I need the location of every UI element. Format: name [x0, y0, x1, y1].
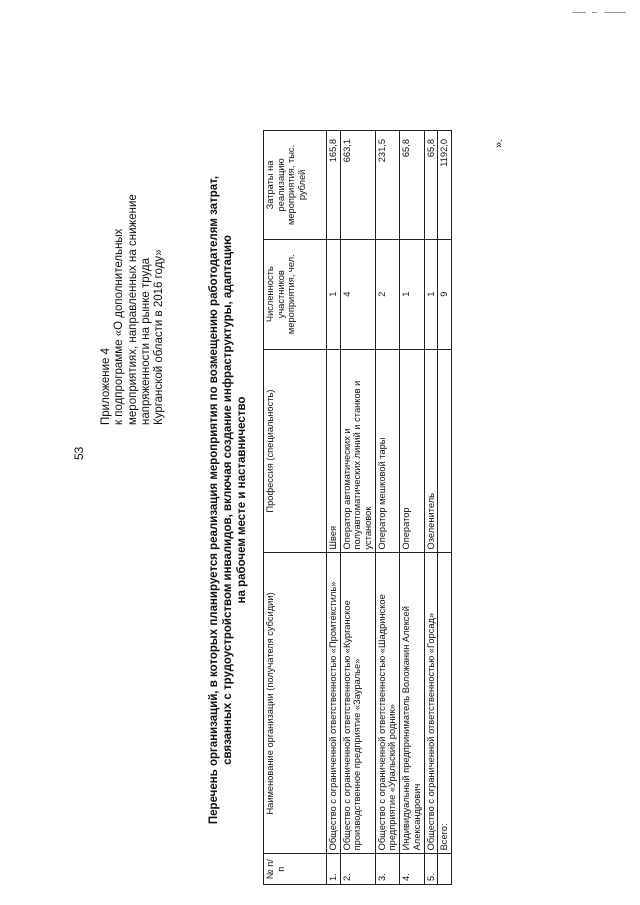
total-cost: 1192,0: [438, 131, 452, 240]
closing-quote-mark: ».: [493, 138, 505, 148]
appendix-line: Приложение 4: [100, 347, 112, 425]
table-row: [327, 131, 341, 885]
row-cost: 65,8: [400, 131, 424, 240]
row-profession: Швея: [327, 349, 341, 553]
appendix-block: [100, 125, 167, 425]
total-label: Всего:: [438, 553, 452, 854]
row-cost: 65,8: [424, 131, 438, 240]
appendix-line: напряженности на рынке труда: [139, 257, 152, 425]
row-participants: 1: [327, 239, 341, 349]
row-num: 1.: [327, 854, 341, 885]
row-organization: Общество с ограниченной ответственностью «Шадринское предприятие «Уральский родник»: [375, 553, 399, 854]
header-cost: Затраты на реализацию мероприятия, тыс. рублей: [264, 131, 327, 240]
row-participants: 2: [375, 239, 399, 349]
scan-artifact-line: [604, 12, 626, 13]
scan-artifact-line: [592, 12, 597, 13]
row-cost: 663,1: [340, 131, 375, 240]
row-participants: 1: [424, 239, 438, 349]
rotated-page-content: [60, 100, 600, 900]
page-number: 53: [72, 446, 86, 460]
table-row: [340, 131, 375, 885]
row-profession: Оператор: [400, 349, 424, 553]
title-line: Перечень организаций, в которых планируется реализация мероприятия по возмещению работодателям затрат,: [208, 175, 220, 825]
subsidy-table: [263, 130, 452, 885]
table-row: [424, 131, 438, 885]
table-row: [375, 131, 399, 885]
total-participants: 9: [438, 239, 452, 349]
row-profession: Оператор мешковой тары: [375, 349, 399, 553]
table-header-row: [264, 131, 327, 885]
total-profession-cell: [438, 349, 452, 553]
row-organization: Общество с ограниченной ответственностью «Горсад»: [424, 553, 438, 854]
row-organization: Индивидуальный предприниматель Воложанин Алексей Александрович: [400, 553, 424, 854]
appendix-line: мероприятиях, направленных на снижение: [126, 194, 139, 425]
row-organization: Общество с ограниченной ответственностью «Промтекстиль»: [327, 553, 341, 854]
table-row: [400, 131, 424, 885]
scan-artifact-line: [572, 12, 586, 13]
header-organization: Наименование организации (получателя субсидии): [264, 553, 327, 854]
row-num: 2.: [340, 854, 375, 885]
header-num: № п/п: [264, 854, 327, 885]
title-line: на рабочем месте и наставничество: [235, 396, 248, 604]
table-total-row: [438, 131, 452, 885]
row-cost: 231,5: [375, 131, 399, 240]
document-title: [208, 150, 249, 850]
appendix-line: к подпрограмме «О дополнительных: [113, 228, 126, 425]
header-profession: Профессия (специальность): [264, 349, 327, 553]
row-num: 5.: [424, 854, 438, 885]
row-participants: 4: [340, 239, 375, 349]
row-profession: Оператор автоматических и полуавтоматических линий и станков и установок: [340, 349, 375, 553]
row-profession: Озеленитель: [424, 349, 438, 553]
title-line: связанных с трудоустройством инвалидов, включая создание инфраструктуры, адаптацию: [221, 235, 234, 765]
header-participants: Численность участников мероприятия, чел.: [264, 239, 327, 349]
total-num-cell: [438, 854, 452, 885]
row-cost: 165,8: [327, 131, 341, 240]
row-participants: 1: [400, 239, 424, 349]
row-num: 4.: [400, 854, 424, 885]
row-organization: Общество с ограниченной ответственностью «Курганское производственное предприятие «Зауралье»: [340, 553, 375, 854]
row-num: 3.: [375, 854, 399, 885]
appendix-line: Курганской области в 2016 году»: [153, 249, 166, 425]
